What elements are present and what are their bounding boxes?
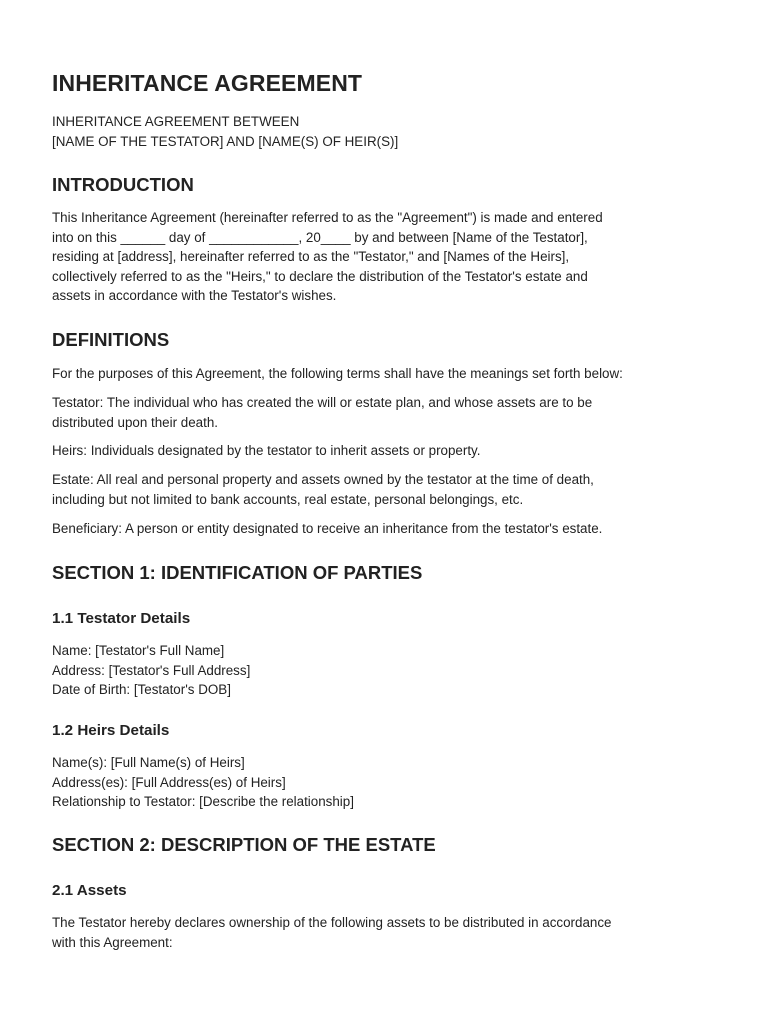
paragraph-line: Testator: The individual who has created the will or estate plan, and whose assets are to be [52,395,593,410]
definition-beneficiary [52,519,720,539]
heirs-details-heading: 1.2 Heirs Details [52,722,170,739]
section2-heading: SECTION 2: DESCRIPTION OF THE ESTATE [52,834,436,855]
subtitle-line: [NAME OF THE TESTATOR] AND [NAME(S) OF HEIR(S)] [52,133,399,149]
definition-estate [52,470,720,509]
paragraph-line: residing at [address], hereinafter referred to as the "Testator," and [Names of the Heirs], [52,249,570,265]
testator-dob: Date of Birth: [Testator's DOB] [52,682,231,698]
heirs-relationship: Relationship to Testator: [Describe the relationship] [52,794,354,810]
heirs-addresses: Address(es): [Full Address(es) of Heirs] [52,774,286,790]
definitions-heading: DEFINITIONS [52,329,170,350]
definition-testator [52,393,720,432]
section1-heading: SECTION 1: IDENTIFICATION OF PARTIES [52,562,423,583]
heirs-names: Name(s): [Full Name(s) of Heirs] [52,755,245,770]
subtitle-line: INHERITANCE AGREEMENT BETWEEN [52,114,300,129]
document-title: INHERITANCE AGREEMENT [52,70,363,96]
paragraph-line: For the purposes of this Agreement, the following terms shall have the meanings set forth below: [52,366,623,381]
paragraph-line: collectively referred to as the "Heirs," to declare the distribution of the Testator's estate and [52,268,588,284]
paragraph-line: Beneficiary: A person or entity designated to receive an inheritance from the testator's estate. [52,521,603,536]
paragraph-line: The Testator hereby declares ownership of the following assets to be distributed in accordance [52,915,612,930]
assets-heading: 2.1 Assets [52,882,127,899]
testator-name: Name: [Testator's Full Name] [52,643,225,658]
heirs-details [52,753,720,812]
testator-details [52,641,720,700]
paragraph-line: distributed upon their death. [52,414,219,430]
document-subtitle [52,112,398,151]
paragraph-line: Heirs: Individuals designated by the testator to inherit assets or property. [52,443,481,458]
definition-heirs [52,441,720,461]
paragraph-line: Estate: All real and personal property and assets owned by the testator at the time of death, [52,472,594,487]
testator-address: Address: [Testator's Full Address] [52,662,251,678]
introduction-paragraph [52,208,720,306]
definitions-intro [52,364,720,384]
paragraph-line: assets in accordance with the Testator's wishes. [52,288,337,304]
paragraph-line: with this Agreement: [52,934,173,950]
testator-details-heading: 1.1 Testator Details [52,610,191,627]
assets-paragraph [52,913,720,952]
paragraph-line: into on this ______ day of ____________, 20____ by and between [Name of the Testator], [52,229,588,245]
introduction-heading: INTRODUCTION [52,174,194,195]
paragraph-line: including but not limited to bank accounts, real estate, personal belongings, etc. [52,491,524,507]
paragraph-line: This Inheritance Agreement (hereinafter referred to as the "Agreement") is made and entered [52,210,603,225]
